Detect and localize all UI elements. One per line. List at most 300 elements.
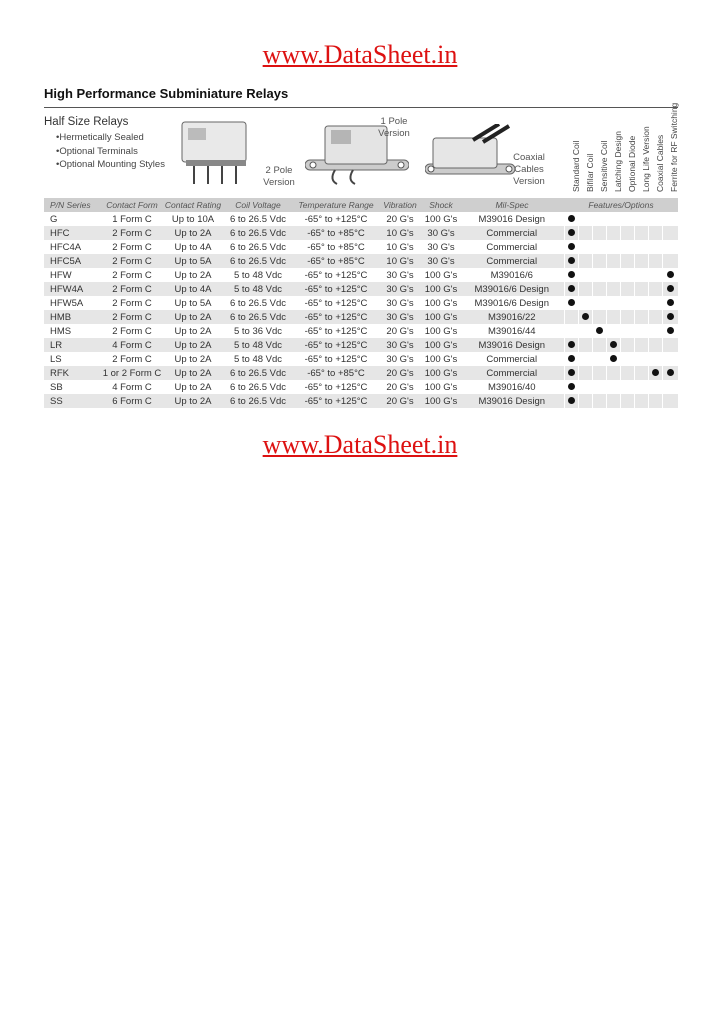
feature-dot-icon xyxy=(667,369,674,376)
feature-header-0 xyxy=(568,112,582,192)
feature-cell xyxy=(662,380,678,394)
cell-form: 1 or 2 Form C xyxy=(100,366,164,380)
header-temperature-range: Temperature Range xyxy=(294,198,378,212)
feature-cell xyxy=(634,240,648,254)
feature-cell xyxy=(634,310,648,324)
feature-dot-icon xyxy=(568,369,575,376)
feature-cell xyxy=(662,324,678,338)
feature-cell xyxy=(662,226,678,240)
cell-mil: M39016/6 Design xyxy=(474,297,549,309)
cell-coil: 6 to 26.5 Vdc xyxy=(230,241,286,253)
feature-header-label: Coaxial Cables xyxy=(655,134,665,192)
cell-pn: G xyxy=(50,213,58,225)
feature-cell xyxy=(592,212,606,226)
cell-rating: Up to 10A xyxy=(171,213,215,225)
feature-cell xyxy=(564,226,578,240)
cell-pn: HFW xyxy=(50,269,72,281)
cell-shock: 100 G's xyxy=(422,310,460,324)
watermark-link-bottom[interactable]: www.DataSheet.in xyxy=(262,430,458,459)
feature-dot-icon xyxy=(568,285,575,292)
cell-rating: Up to 5A xyxy=(164,254,222,268)
cell-mil: Commercial xyxy=(486,353,538,365)
cell-rating: Up to 2A xyxy=(174,325,212,337)
feature-cell xyxy=(662,338,678,352)
cell-shock: 100 G's xyxy=(424,325,458,337)
feature-dot-icon xyxy=(568,271,575,278)
feature-cell xyxy=(564,366,578,380)
cell-mil: M39016 Design xyxy=(478,213,546,225)
feature-cell xyxy=(634,254,648,268)
bullet-item: • Optional Terminals xyxy=(56,145,165,159)
cell-temp: -65° to +125°C xyxy=(304,213,368,225)
cell-pn: SB xyxy=(50,381,63,393)
table-row xyxy=(44,282,678,296)
feature-cell xyxy=(606,338,620,352)
cell-vib: 30 G's xyxy=(386,297,414,309)
feature-cell xyxy=(578,296,592,310)
cell-rating: Up to 2A xyxy=(174,381,212,393)
cell-vib: 20 G's xyxy=(378,394,422,408)
cell-coil: 5 to 48 Vdc xyxy=(233,353,283,365)
feature-cell xyxy=(592,338,606,352)
feature-cell xyxy=(648,282,662,296)
cell-form: 6 Form C xyxy=(100,394,164,408)
feature-cell xyxy=(564,268,578,282)
feature-cell xyxy=(620,338,634,352)
cell-rating: Up to 2A xyxy=(174,353,212,365)
table-row xyxy=(44,394,678,408)
cell-shock: 100 G's xyxy=(422,394,460,408)
feature-cell xyxy=(578,366,592,380)
feature-cell xyxy=(578,352,592,366)
feature-cell xyxy=(606,352,620,366)
cell-temp: -65° to +125°C xyxy=(304,297,368,309)
feature-cell xyxy=(634,268,648,282)
cell-shock: 100 G's xyxy=(424,213,458,225)
feature-cell xyxy=(648,380,662,394)
feature-cell xyxy=(564,282,578,296)
header-contact-form: Contact Form xyxy=(100,198,164,212)
cell-shock: 30 G's xyxy=(422,254,460,268)
cell-pn: HMB xyxy=(44,310,100,324)
feature-cell xyxy=(662,352,678,366)
cell-mil: M39016/44 xyxy=(487,325,536,337)
feature-dot-icon xyxy=(568,397,575,404)
cell-mil: Commercial xyxy=(486,241,538,253)
header-features-options: Features/Options xyxy=(564,198,678,212)
feature-dot-icon xyxy=(568,257,575,264)
cell-pn: HFW4A xyxy=(44,282,100,296)
cell-pn: LS xyxy=(50,353,62,365)
table-header-row xyxy=(44,198,678,212)
feature-dot-icon xyxy=(568,383,575,390)
feature-header-4 xyxy=(624,112,638,192)
feature-cell xyxy=(662,254,678,268)
feature-cell xyxy=(648,212,662,226)
cell-coil: 6 to 26.5 Vdc xyxy=(230,381,286,393)
cell-mil: M39016 Design xyxy=(460,338,564,352)
cell-mil: M39016/6 xyxy=(490,269,533,281)
feature-cell xyxy=(578,282,592,296)
feature-cell xyxy=(620,380,634,394)
feature-cell xyxy=(606,380,620,394)
header-vibration: Vibration xyxy=(378,198,422,212)
relay-photo-2-pole xyxy=(180,118,252,188)
feature-cell xyxy=(648,338,662,352)
feature-dot-icon xyxy=(667,285,674,292)
cell-rating: Up to 2A xyxy=(174,269,212,281)
feature-dot-icon xyxy=(667,327,674,334)
cell-vib: 30 G's xyxy=(378,282,422,296)
feature-cell xyxy=(620,296,634,310)
feature-cell xyxy=(648,226,662,240)
cell-temp: -65° to +125°C xyxy=(294,338,378,352)
cell-vib: 30 G's xyxy=(378,338,422,352)
feature-cell xyxy=(620,324,634,338)
cell-form: 4 Form C xyxy=(100,338,164,352)
feature-cell xyxy=(564,380,578,394)
feature-cell xyxy=(634,338,648,352)
cell-rating: Up to 4A xyxy=(164,282,222,296)
cell-shock: 100 G's xyxy=(424,297,458,309)
table-row xyxy=(44,310,678,324)
feature-cell xyxy=(578,268,592,282)
feature-dot-icon xyxy=(568,341,575,348)
cell-form: 2 Form C xyxy=(100,282,164,296)
cell-form: 4 Form C xyxy=(112,381,152,393)
feature-cell xyxy=(578,338,592,352)
feature-header-5 xyxy=(638,112,652,192)
cell-mil: M39016 Design xyxy=(460,394,564,408)
feature-cell xyxy=(634,352,648,366)
feature-header-1 xyxy=(582,112,596,192)
feature-cell xyxy=(606,240,620,254)
cell-temp: -65° to +125°C xyxy=(304,353,368,365)
cell-coil: 5 to 48 Vdc xyxy=(233,269,283,281)
section-subtitle: Half Size Relays xyxy=(44,116,129,128)
bullet-item: • Hermetically Sealed xyxy=(56,131,165,145)
cell-mil: Commercial xyxy=(460,254,564,268)
feature-cell xyxy=(620,268,634,282)
caption-1-pole: 1 Pole Version xyxy=(378,116,410,139)
cell-coil: 6 to 26.5 Vdc xyxy=(222,254,294,268)
relay-spec-table xyxy=(44,198,678,408)
feature-cell xyxy=(648,394,662,408)
feature-header-label: Ferrite for RF Switching xyxy=(669,102,679,192)
feature-cell xyxy=(564,296,578,310)
feature-header-label: Bifilar Coil xyxy=(585,153,595,192)
feature-cell xyxy=(634,226,648,240)
feature-cell xyxy=(662,366,678,380)
feature-cell xyxy=(564,310,578,324)
cell-temp: -65° to +85°C xyxy=(294,226,378,240)
cell-form: 2 Form C xyxy=(112,269,152,281)
cell-vib: 20 G's xyxy=(378,366,422,380)
feature-cell xyxy=(606,254,620,268)
cell-coil: 6 to 26.5 Vdc xyxy=(222,366,294,380)
table-row xyxy=(44,338,678,352)
cell-form: 2 Form C xyxy=(112,325,152,337)
feature-cell xyxy=(662,296,678,310)
cell-shock: 100 G's xyxy=(422,366,460,380)
feature-cell xyxy=(606,212,620,226)
cell-temp: -65° to +85°C xyxy=(307,241,365,253)
cell-temp: -65° to +85°C xyxy=(294,366,378,380)
cell-pn: HMS xyxy=(50,325,72,337)
feature-header-label: Standard Coil xyxy=(571,140,581,192)
cell-vib: 10 G's xyxy=(378,254,422,268)
cell-pn: HFW5A xyxy=(50,297,84,309)
cell-mil: M39016/40 xyxy=(487,381,536,393)
feature-cell xyxy=(606,394,620,408)
feature-header-label: Optional Diode xyxy=(627,135,637,192)
feature-cell xyxy=(606,324,620,338)
feature-cell xyxy=(662,212,678,226)
feature-cell xyxy=(648,324,662,338)
cell-shock: 30 G's xyxy=(422,226,460,240)
header-contact-rating: Contact Rating xyxy=(164,200,222,210)
table-row xyxy=(44,352,678,366)
feature-cell xyxy=(564,254,578,268)
feature-dot-icon xyxy=(667,299,674,306)
cell-shock: 30 G's xyxy=(427,241,455,253)
feature-cell xyxy=(606,282,620,296)
feature-cell xyxy=(592,310,606,324)
cell-vib: 20 G's xyxy=(386,213,414,225)
table-row xyxy=(44,212,678,226)
feature-cell xyxy=(620,212,634,226)
feature-cell xyxy=(634,394,648,408)
feature-cell xyxy=(662,282,678,296)
table-row xyxy=(44,324,678,338)
cell-rating: Up to 2A xyxy=(164,310,222,324)
cell-rating: Up to 4A xyxy=(174,241,212,253)
cell-mil: Commercial xyxy=(460,226,564,240)
feature-bullets xyxy=(56,131,165,172)
cell-coil: 6 to 26.5 Vdc xyxy=(222,226,294,240)
cell-pn: HFC xyxy=(44,226,100,240)
cell-form: 2 Form C xyxy=(100,254,164,268)
feature-dot-icon xyxy=(568,355,575,362)
feature-cell xyxy=(578,394,592,408)
feature-cell xyxy=(606,226,620,240)
feature-cell xyxy=(620,352,634,366)
feature-cell xyxy=(648,240,662,254)
feature-cell xyxy=(634,380,648,394)
cell-mil: M39016/6 Design xyxy=(460,282,564,296)
feature-cell xyxy=(592,268,606,282)
cell-temp: -65° to +125°C xyxy=(294,394,378,408)
feature-header-label: Sensitive Coil xyxy=(599,140,609,192)
header-shock: Shock xyxy=(422,198,460,212)
feature-dot-icon xyxy=(652,369,659,376)
feature-dot-icon xyxy=(568,243,575,250)
feature-header-label: Long Life Version xyxy=(641,126,651,192)
feature-cell xyxy=(578,310,592,324)
cell-vib: 30 G's xyxy=(386,353,414,365)
feature-header-6 xyxy=(652,112,666,192)
cell-form: 1 Form C xyxy=(112,213,152,225)
cell-rating: Up to 2A xyxy=(164,338,222,352)
cell-pn: HFC4A xyxy=(50,241,82,253)
feature-dot-icon xyxy=(667,271,674,278)
page-title: High Performance Subminiature Relays xyxy=(44,86,289,101)
cell-shock: 100 G's xyxy=(422,338,460,352)
feature-cell xyxy=(634,366,648,380)
cell-temp: -65° to +125°C xyxy=(294,282,378,296)
cell-vib: 30 G's xyxy=(378,310,422,324)
feature-cell xyxy=(634,324,648,338)
cell-pn: LR xyxy=(44,338,100,352)
feature-cell xyxy=(634,282,648,296)
cell-pn: SS xyxy=(44,394,100,408)
header-pn-series: P/N Series xyxy=(44,198,100,212)
cell-temp: -65° to +125°C xyxy=(304,269,368,281)
feature-cell xyxy=(606,366,620,380)
table-row xyxy=(44,254,678,268)
feature-cell xyxy=(592,394,606,408)
feature-cell xyxy=(648,296,662,310)
feature-cell xyxy=(662,268,678,282)
feature-dot-icon xyxy=(610,355,617,362)
feature-header-2 xyxy=(596,112,610,192)
cell-pn: RFK xyxy=(44,366,100,380)
feature-cell xyxy=(662,240,678,254)
watermark-link-top[interactable]: www.DataSheet.in xyxy=(262,40,458,69)
header-mil-spec: Mil-Spec xyxy=(460,198,564,212)
feature-cell xyxy=(620,394,634,408)
feature-cell xyxy=(592,226,606,240)
cell-coil: 5 to 48 Vdc xyxy=(222,338,294,352)
feature-dot-icon xyxy=(610,341,617,348)
feature-header-7 xyxy=(666,102,680,192)
feature-cell xyxy=(662,394,678,408)
cell-vib: 30 G's xyxy=(386,269,414,281)
feature-dot-icon xyxy=(667,313,674,320)
cell-coil: 5 to 48 Vdc xyxy=(222,282,294,296)
feature-cell xyxy=(592,352,606,366)
cell-shock: 100 G's xyxy=(424,381,458,393)
feature-cell xyxy=(648,310,662,324)
feature-cell xyxy=(620,366,634,380)
table-row xyxy=(44,366,678,380)
cell-vib: 10 G's xyxy=(378,226,422,240)
feature-cell xyxy=(634,296,648,310)
feature-cell xyxy=(592,324,606,338)
cell-rating: Up to 2A xyxy=(164,366,222,380)
feature-cell xyxy=(620,226,634,240)
cell-vib: 10 G's xyxy=(386,241,414,253)
cell-rating: Up to 2A xyxy=(164,226,222,240)
cell-temp: -65° to +85°C xyxy=(294,254,378,268)
table-row xyxy=(44,296,678,310)
cell-temp: -65° to +125°C xyxy=(304,325,368,337)
cell-form: 2 Form C xyxy=(100,310,164,324)
feature-cell xyxy=(648,254,662,268)
feature-cell xyxy=(578,212,592,226)
feature-cell xyxy=(592,282,606,296)
cell-form: 2 Form C xyxy=(112,241,152,253)
feature-cell xyxy=(564,338,578,352)
cell-form: 2 Form C xyxy=(112,353,152,365)
cell-coil: 6 to 26.5 Vdc xyxy=(230,213,286,225)
feature-dot-icon xyxy=(568,299,575,306)
cell-shock: 100 G's xyxy=(424,269,458,281)
feature-header-label: Latching Design xyxy=(613,131,623,192)
cell-temp: -65° to +125°C xyxy=(304,381,368,393)
cell-vib: 20 G's xyxy=(386,325,414,337)
table-row xyxy=(44,226,678,240)
table-row xyxy=(44,380,678,394)
table-row xyxy=(44,240,678,254)
feature-cell xyxy=(648,366,662,380)
feature-cell xyxy=(620,310,634,324)
relay-photo-coaxial xyxy=(425,124,515,194)
feature-cell xyxy=(648,268,662,282)
caption-2-pole: 2 Pole Version xyxy=(263,165,295,188)
feature-cell xyxy=(592,254,606,268)
cell-rating: Up to 2A xyxy=(164,394,222,408)
feature-cell xyxy=(564,240,578,254)
cell-vib: 20 G's xyxy=(386,381,414,393)
title-divider xyxy=(44,107,678,108)
feature-cell xyxy=(648,352,662,366)
feature-cell xyxy=(592,296,606,310)
cell-rating: Up to 5A xyxy=(174,297,212,309)
feature-cell xyxy=(606,268,620,282)
feature-cell xyxy=(578,226,592,240)
cell-form: 2 Form C xyxy=(100,226,164,240)
cell-mil: Commercial xyxy=(460,366,564,380)
feature-cell xyxy=(620,254,634,268)
cell-pn: HFC5A xyxy=(44,254,100,268)
cell-mil: M39016/22 xyxy=(460,310,564,324)
cell-coil: 6 to 26.5 Vdc xyxy=(222,394,294,408)
feature-cell xyxy=(578,380,592,394)
feature-cell xyxy=(606,296,620,310)
feature-cell xyxy=(634,212,648,226)
feature-cell xyxy=(578,324,592,338)
cell-coil: 6 to 26.5 Vdc xyxy=(222,310,294,324)
feature-dot-icon xyxy=(568,229,575,236)
header-coil-voltage: Coil Voltage xyxy=(222,198,294,212)
feature-cell xyxy=(620,282,634,296)
cell-shock: 100 G's xyxy=(424,353,458,365)
cell-temp: -65° to +125°C xyxy=(294,310,378,324)
feature-cell xyxy=(592,366,606,380)
cell-coil: 6 to 26.5 Vdc xyxy=(230,297,286,309)
cell-coil: 5 to 36 Vdc xyxy=(233,325,283,337)
feature-dot-icon xyxy=(582,313,589,320)
feature-header-3 xyxy=(610,112,624,192)
feature-dot-icon xyxy=(596,327,603,334)
table-row xyxy=(44,268,678,282)
feature-cell xyxy=(564,394,578,408)
cell-shock: 100 G's xyxy=(422,282,460,296)
feature-cell xyxy=(606,310,620,324)
feature-cell xyxy=(662,310,678,324)
cell-form: 2 Form C xyxy=(112,297,152,309)
feature-dot-icon xyxy=(568,215,575,222)
feature-cell xyxy=(620,240,634,254)
feature-cell xyxy=(578,254,592,268)
feature-cell xyxy=(564,324,578,338)
feature-cell xyxy=(564,212,578,226)
feature-cell xyxy=(592,380,606,394)
caption-coaxial: Coaxial Cables Version xyxy=(513,152,545,187)
feature-cell xyxy=(578,240,592,254)
feature-cell xyxy=(592,240,606,254)
